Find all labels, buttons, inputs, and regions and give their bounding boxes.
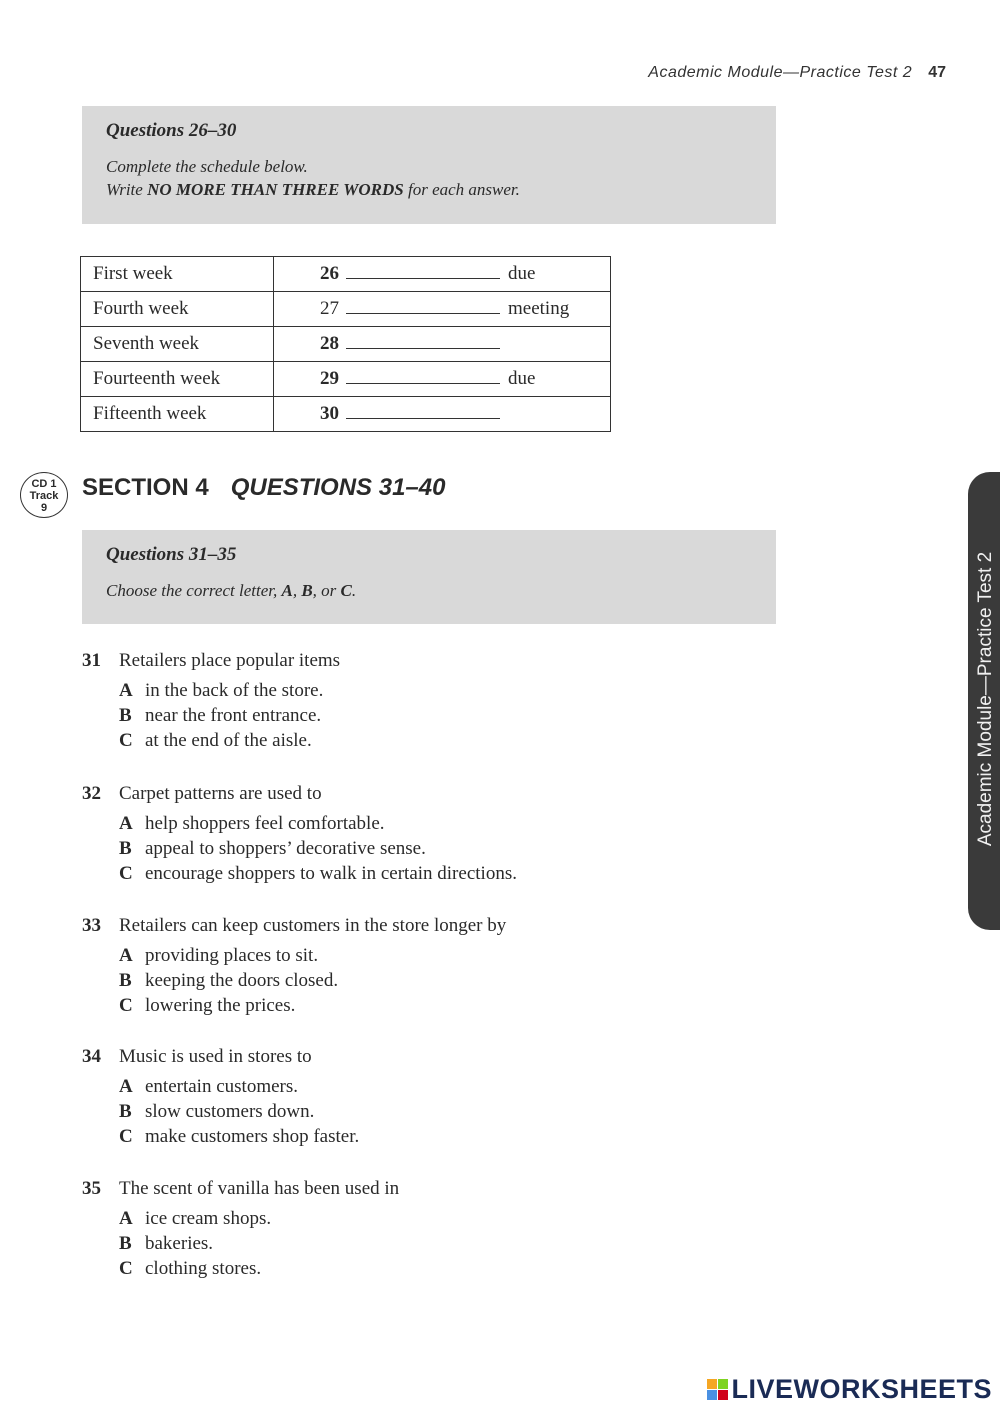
logo-square-icon (707, 1390, 717, 1400)
word-limit: NO MORE THAN THREE WORDS (147, 180, 404, 199)
table-row (81, 257, 611, 292)
table-row (81, 397, 611, 432)
option-c[interactable]: C lowering the prices. (119, 995, 296, 1016)
answer-blank-27[interactable] (346, 298, 500, 314)
schedule-table (80, 256, 611, 432)
question-stem: 34 Music is used in stores to (82, 1046, 312, 1067)
question-stem: 35 The scent of vanilla has been used in (82, 1178, 400, 1199)
running-header-title: Academic Module—Practice Test 2 (648, 64, 913, 81)
instructions-box-26-30 (82, 106, 776, 224)
option-c[interactable]: C make customers shop faster. (119, 1126, 360, 1147)
table-row (81, 327, 611, 362)
answer-cell: 26 due (274, 257, 611, 292)
question-35 (82, 1178, 399, 1283)
question-number: 28 (320, 333, 339, 354)
week-cell: Seventh week (81, 327, 274, 362)
instructions-line: Complete the schedule below. (106, 157, 308, 176)
logo-square-icon (718, 1390, 728, 1400)
option-b[interactable]: B slow customers down. (119, 1101, 315, 1122)
answer-blank-30[interactable] (346, 403, 500, 419)
question-32 (82, 783, 517, 888)
instructions-box-31-35 (82, 530, 776, 624)
question-stem: 33 Retailers can keep customers in the store longer by (82, 915, 507, 936)
question-number: 26 (320, 263, 339, 284)
brand-text: LIVEWORKSHEETS (731, 1374, 992, 1404)
question-34 (82, 1046, 359, 1151)
answer-blank-28[interactable] (346, 333, 500, 349)
option-b[interactable]: B appeal to shoppers’ decorative sense. (119, 838, 426, 859)
option-b[interactable]: B keeping the doors closed. (119, 970, 339, 991)
question-number: 30 (320, 403, 339, 424)
instructions-line: Write NO MORE THAN THREE WORDS for each answer. (106, 180, 520, 199)
table-row (81, 362, 611, 397)
week-cell: Fourth week (81, 292, 274, 327)
question-stem: 31 Retailers place popular items (82, 650, 341, 671)
question-number: 29 (320, 368, 339, 389)
option-a[interactable]: A help shoppers feel comfortable. (119, 813, 385, 834)
section-label: SECTION 4 (82, 474, 209, 501)
option-c[interactable]: C clothing stores. (119, 1258, 262, 1279)
section-heading (82, 474, 445, 502)
week-cell: First week (81, 257, 274, 292)
instructions-heading: Questions 26–30 (106, 120, 237, 141)
answer-blank-26[interactable] (346, 263, 500, 279)
logo-square-icon (707, 1379, 717, 1389)
liveworksheets-logo-icon (707, 1379, 728, 1400)
option-a[interactable]: A ice cream shops. (119, 1208, 272, 1229)
question-33 (82, 915, 506, 1020)
running-header (648, 64, 946, 82)
question-stem: 32 Carpet patterns are used to (82, 783, 322, 804)
table-row (81, 292, 611, 327)
answer-cell (274, 327, 611, 362)
option-a[interactable]: A providing places to sit. (119, 945, 319, 966)
logo-square-icon (718, 1379, 728, 1389)
option-c[interactable]: C encourage shoppers to walk in certain directions. (119, 863, 517, 884)
page-number: 47 (928, 64, 946, 81)
question-31 (82, 650, 340, 755)
option-c[interactable]: C at the end of the aisle. (119, 730, 312, 751)
option-b[interactable]: B near the front entrance. (119, 705, 322, 726)
answer-cell (274, 397, 611, 432)
section-questions: QUESTIONS 31–40 (230, 474, 446, 501)
cd-track-icon: CD 1 Track 9 (20, 472, 68, 518)
liveworksheets-logo (707, 1374, 992, 1405)
answer-blank-29[interactable] (346, 368, 500, 384)
question-number: 27 (320, 298, 339, 319)
option-a[interactable]: A in the back of the store. (119, 680, 324, 701)
answer-cell: 27 meeting (274, 292, 611, 327)
side-tab-label: Academic Module—Practice Test 2 (975, 551, 996, 847)
option-b[interactable]: B bakeries. (119, 1233, 214, 1254)
option-a[interactable]: A entertain customers. (119, 1076, 299, 1097)
week-cell: Fourteenth week (81, 362, 274, 397)
instructions-line: Choose the correct letter, A, B, or C. (106, 581, 357, 600)
instructions-heading: Questions 31–35 (106, 544, 237, 565)
week-cell: Fifteenth week (81, 397, 274, 432)
answer-cell: 29 due (274, 362, 611, 397)
